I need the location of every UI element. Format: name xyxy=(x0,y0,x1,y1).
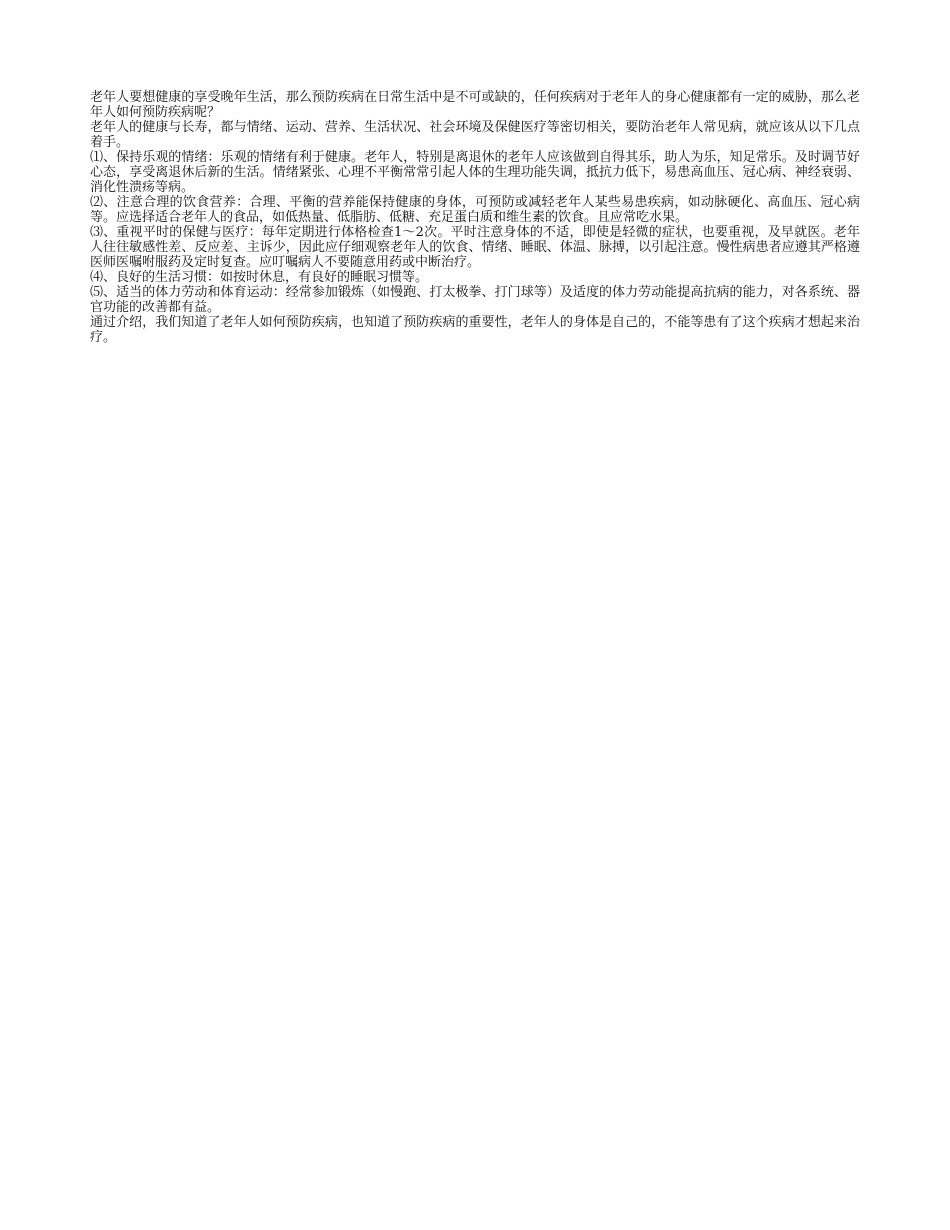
document-body xyxy=(90,90,860,345)
point-5-paragraph: ⑸、适当的体力劳动和体育运动：经常参加锻炼（如慢跑、打太极拳、打门球等）及适度的体力劳动能提高抗病的能力，对各系统、器官功能的改善都有益。 xyxy=(90,285,860,315)
intro-paragraph: 老年人要想健康的享受晚年生活，那么预防疾病在日常生活中是不可或缺的，任何疾病对于老年人的身心健康都有一定的威胁，那么老年人如何预防疾病呢？ xyxy=(90,90,860,120)
point-1-paragraph: ⑴、保持乐观的情绪：乐观的情绪有利于健康。老年人，特别是离退休的老年人应该做到自得其乐，助人为乐，知足常乐。及时调节好心态，享受离退休后新的生活。情绪紧张、心理不平衡常常引起人体的生理功能失调，抵抗力低下，易患高血压、冠心病、神经衰弱、消化性溃疡等病。 xyxy=(90,150,860,195)
context-paragraph: 老年人的健康与长寿，都与情绪、运动、营养、生活状况、社会环境及保健医疗等密切相关，要防治老年人常见病，就应该从以下几点着手。 xyxy=(90,120,860,150)
conclusion-paragraph: 通过介绍，我们知道了老年人如何预防疾病，也知道了预防疾病的重要性，老年人的身体是自己的，不能等患有了这个疾病才想起来治疗。 xyxy=(90,315,860,345)
point-4-paragraph: ⑷、良好的生活习惯：如按时休息，有良好的睡眠习惯等。 xyxy=(90,270,429,285)
point-2-paragraph: ⑵、注意合理的饮食营养：合理、平衡的营养能保持健康的身体，可预防或减轻老年人某些易患疾病，如动脉硬化、高血压、冠心病等。应选择适合老年人的食品，如低热量、低脂肪、低糖、充足蛋白质和维生素的饮食。且应常吃水果。 xyxy=(90,195,860,225)
point-3-paragraph: ⑶、重视平时的保健与医疗：每年定期进行体格检查1～2次。平时注意身体的不适，即使是轻微的症状，也要重视，及早就医。老年人往往敏感性差、反应差、主诉少，因此应仔细观察老年人的饮食、情绪、睡眠、体温、脉搏，以引起注意。慢性病患者应遵其严格遵医师医嘱咐服药及定时复查。应叮嘱病人不要随意用药或中断治疗。 xyxy=(90,225,860,270)
